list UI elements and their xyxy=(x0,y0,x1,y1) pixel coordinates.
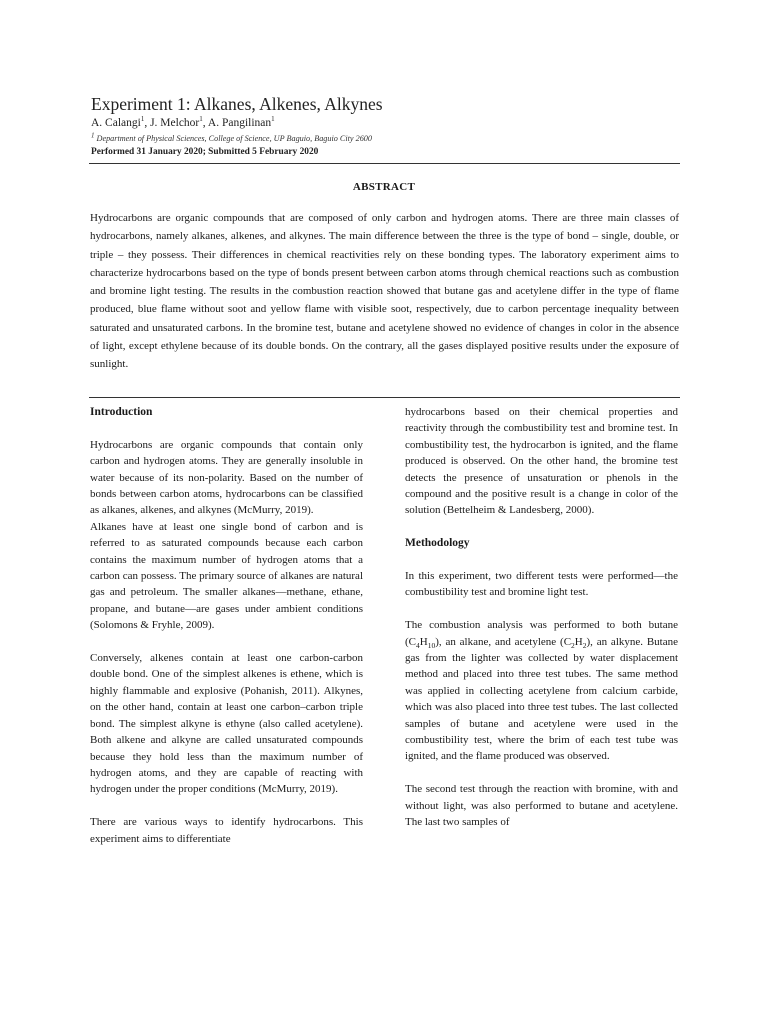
affiliation-mark: 1 xyxy=(271,115,275,124)
methodology-paragraph: The second test through the reaction with bromine, with and without light, was also performed to butane and acetylene. The last two samples of xyxy=(405,783,678,829)
text-run: ), an alkane, and acetylene ( xyxy=(435,635,564,648)
subscript: 2 xyxy=(582,640,587,650)
formula-acetylene xyxy=(564,636,587,648)
intro-paragraph-continued: hydrocarbons based on their chemical properties and reactivity through the combustibility test and bromine test. In combustibility test, the hydrocarbon is ignited, and the flame produced is observed. On the other hand, the bromine test detects the presence of unsaturation or phenols in the compound and the positive result is a change in color of the solution (Bettelheim & Landesberg, 2000). xyxy=(405,406,678,517)
affiliation-mark: 1 xyxy=(199,115,203,124)
formula-butane xyxy=(409,636,436,648)
element-symbol: H xyxy=(574,635,583,648)
abstract-divider xyxy=(89,397,680,398)
element-symbol: H xyxy=(419,635,428,648)
author-separator: , xyxy=(144,117,151,129)
right-column xyxy=(405,404,678,847)
paper-title: Experiment 1: Alkanes, Alkenes, Alkynes xyxy=(91,94,383,114)
affiliation-line xyxy=(91,131,372,143)
header-divider xyxy=(89,163,680,164)
text-run: The combustion analysis was performed to both butane ( xyxy=(405,619,678,648)
abstract-text: Hydrocarbons are organic compounds that are composed of only carbon and hydrogen atoms. There are three main classes of hydrocarbons, namely alkanes, alkenes, and alkynes. The main difference between the three is the type of bond – single, double, or triple – they possess. Their differences in chemical reactivities rely on these bonding types. The laboratory experiment aims to characterize hydrocarbons based on the type of bonds present between carbon atoms through chemical reactions such as combustion and bromine light testing. The results in the combustion reaction showed that butane gas and acetylene differ in the type of flame produced, blue flame without soot and yellow flame with visible soot, respectively, due to carbon percentage inequality between saturated and unsaturated carbons. In the bromine test, butane and acetylene showed no evidence of changes in color in the absence of light, except ethylene because of its double bonds. On the contrary, all the gases displayed positive results under the exposure of sunlight. xyxy=(90,212,679,371)
author-name: A. Pangilinan xyxy=(207,117,272,129)
element-symbol: C xyxy=(408,635,417,648)
affiliation-mark: 1 xyxy=(91,131,95,140)
subscript: 10 xyxy=(427,640,436,650)
methodology-heading: Methodology xyxy=(405,537,470,550)
left-column xyxy=(90,404,363,863)
abstract-heading: ABSTRACT xyxy=(352,181,416,193)
author-list xyxy=(91,117,275,129)
intro-paragraph: Hydrocarbons are organic compounds that contain only carbon and hydrogen atoms. They are generally insoluble in water because of its non-polarity. Based on the number of bonds between carbon atoms, hydrocarbons can be classified as alkanes, alkenes, and alkynes (McMurry, 2019). xyxy=(90,438,363,517)
subscript: 2 xyxy=(571,640,575,650)
introduction-heading: Introduction xyxy=(90,406,153,418)
affiliation-text: Department of Physical Sciences, College of Science, UP Baguio, Baguio City 2600 xyxy=(96,134,372,143)
methodology-paragraph: In this experiment, two different tests were performed—the combustibility test and bromine light test. xyxy=(405,570,678,599)
author-name: J. Melchor xyxy=(150,117,200,129)
intro-paragraph: There are various ways to identify hydrocarbons. This experiment aims to differentiate xyxy=(90,816,363,845)
text-run: ), an alkyne. Butane gas from the lighter was collected by water displacement method and placed into three test tubes. The same method was applied in collecting acetylene from calcium carbide, which was also placed into three test tubes. The last collected samples of butane and acetylene were used in the combustibility test, where the brim of each test tube was ignited, and the flame produced was observed. xyxy=(405,635,678,763)
intro-paragraph: Conversely, alkenes contain at least one carbon-carbon double bond. One of the simplest alkenes is ethene, which is highly flammable and explosive (Pohanish, 2011). Alkynes, on the other hand, contain at least one carbon–carbon triple bond. The simplest alkyne is ethyne (also called acetylene). Both alkene and alkyne are called unsaturated compounds because they hold less than the maximum number of hydrogen atoms, and they are capable of reacting with hydrogen under the proper conditions (McMurry, 2019). xyxy=(90,652,363,796)
intro-paragraph: Alkanes have at least one single bond of carbon and is referred to as saturated compounds because each carbon contains the maximum number of hydrogen atoms that a carbon can possess. The primary source of alkanes are natural gas and petroleum. The smaller alkanes—methane, ethane, propane, and butane—are gases under ambient conditions (Solomons & Fryhle, 2009). xyxy=(90,520,363,632)
methodology-paragraph xyxy=(405,617,678,765)
affiliation-mark: 1 xyxy=(140,115,145,124)
author-separator: , xyxy=(202,117,208,129)
element-symbol: C xyxy=(563,635,572,648)
dates-line: Performed 31 January 2020; Submitted 5 February 2020 xyxy=(91,147,319,157)
author-name: A. Calangi xyxy=(91,117,141,129)
subscript: 4 xyxy=(416,640,420,650)
